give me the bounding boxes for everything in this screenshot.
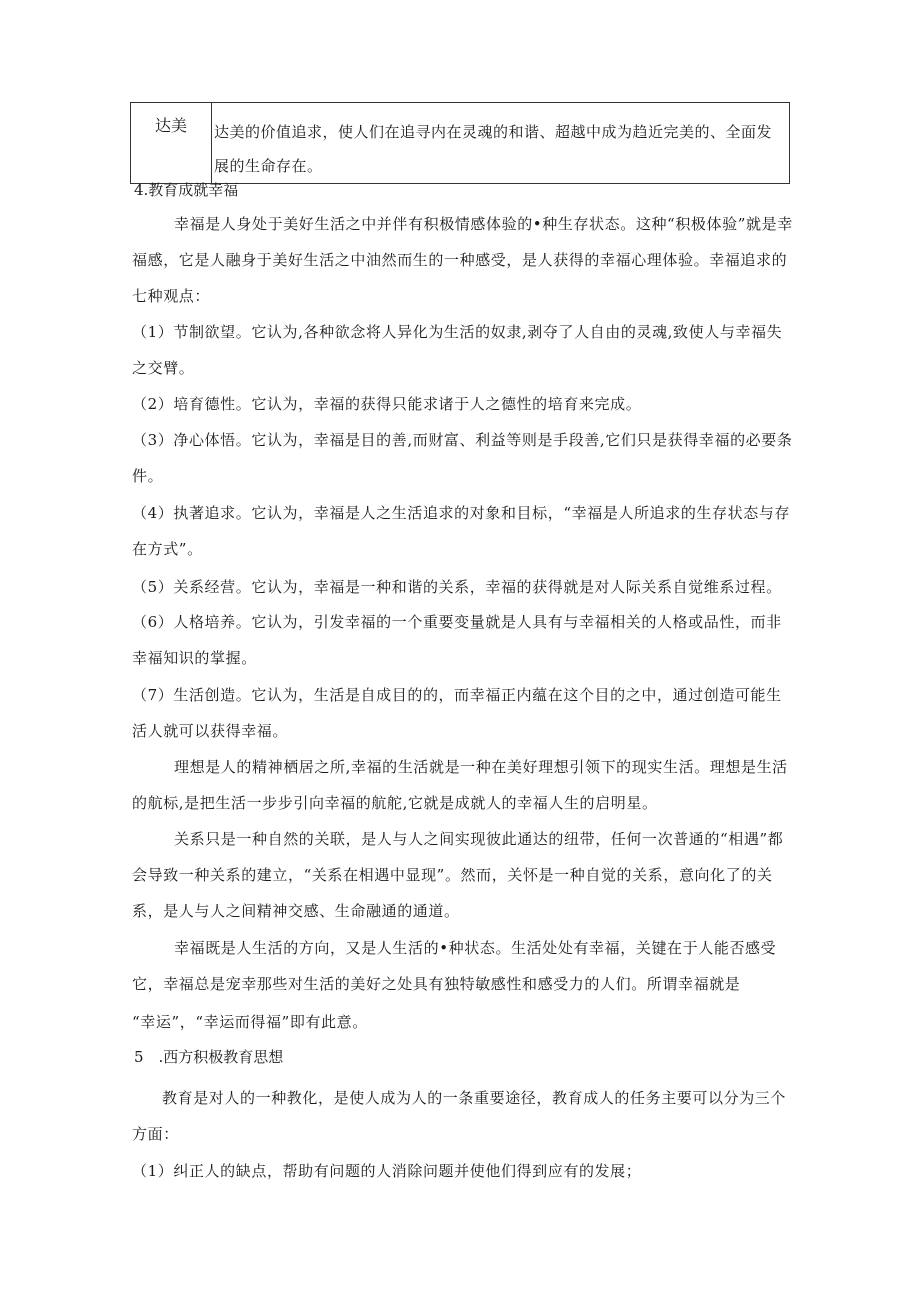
table-row xyxy=(131,103,790,184)
paragraph-ideal: 理想是人的精神栖居之所,幸福的生活就是一种在美好理想引领下的现实生活。理想是生活的航标,是把生活一步步引向幸福的航舵,它就是成就人的幸福人生的启明星。 xyxy=(132,758,788,812)
section5-item-1: （1）纠正人的缺点，帮助有问题的人消除问题并使他们得到应有的发展； xyxy=(132,1162,642,1180)
view-item-2: （2）培育德性。它认为，幸福的获得只能求诸于人之德性的培育来完成。 xyxy=(132,395,642,413)
view-item-4: （4）执著追求。它认为，幸福是人之生活追求的对象和目标，“幸福是人所追求的生存状态与存在方式”。 xyxy=(132,504,791,558)
table-text: 达美的价值追求，使人们在追寻内在灵魂的和谐、超越中成为趋近完美的、全面发展的生命存在。 xyxy=(214,123,773,175)
view-item-1: （1）节制欲望。它认为,各种欲念将人异化为生活的奴隶,剥夺了人自由的灵魂,致使人与幸福失之交臂。 xyxy=(132,323,783,377)
table-text-cell xyxy=(212,103,790,184)
paragraph-direction: 幸福既是人生活的方向，又是人生活的•种状态。生活处处有幸福，关键在于人能否感受它，幸福总是宠幸那些对生活的美好之处具有独特敏感性和感受力的人们。所谓幸福就是 xyxy=(132,939,777,993)
view-item-7: （7）生活创造。它认为，生活是自成目的的，而幸福正内蕴在这个目的之中，通过创造可能生活人就可以获得幸福。 xyxy=(132,686,782,740)
view-item-3: （3）净心体悟。它认为，幸福是目的善,而财富、利益等则是手段善,它们只是获得幸福的必要条件。 xyxy=(132,431,793,485)
paragraph-relation: 关系只是一种自然的关联，是人与人之间实现彼此通达的纽带，任何一次普通的“相遇”都会导致一种关系的建立，“关系在相遇中显现”。然而，关怀是一种自觉的关系，意向化了的关系，是人与人之间精神交感、生命融通的通道。 xyxy=(132,830,784,920)
section5-heading: 5 .西方积极教育思想 xyxy=(134,1048,284,1066)
paragraph-luck: “幸运”，“幸运而得福”即有此意。 xyxy=(132,1013,368,1031)
section5-intro: 教育是对人的一种教化，是使人成为人的一条重要途径，教育成人的任务主要可以分为三个方面： xyxy=(132,1089,787,1143)
section4-intro: 幸福是人身处于美好生活之中并伴有积极情感体验的•种生存状态。这种“积极体验”就是幸福感，它是人融身于美好生活之中油然而生的一种感受，是人获得的幸福心理体验。幸福追求的七种观点： xyxy=(132,215,793,305)
view-item-5: （5）关系经营。它认为，幸福是一种和谐的关系，幸福的获得就是对人际关系自觉维系过程。 xyxy=(132,578,782,596)
value-table xyxy=(130,102,790,184)
section4-heading: 4.教育成就幸福 xyxy=(134,181,239,199)
view-item-6: （6）人格培养。它认为，引发幸福的一个重要变量就是人具有与幸福相关的人格或品性，而非幸福知识的掌握。 xyxy=(132,613,782,667)
table-label: 达美 xyxy=(154,116,187,135)
table-label-cell xyxy=(131,103,212,184)
